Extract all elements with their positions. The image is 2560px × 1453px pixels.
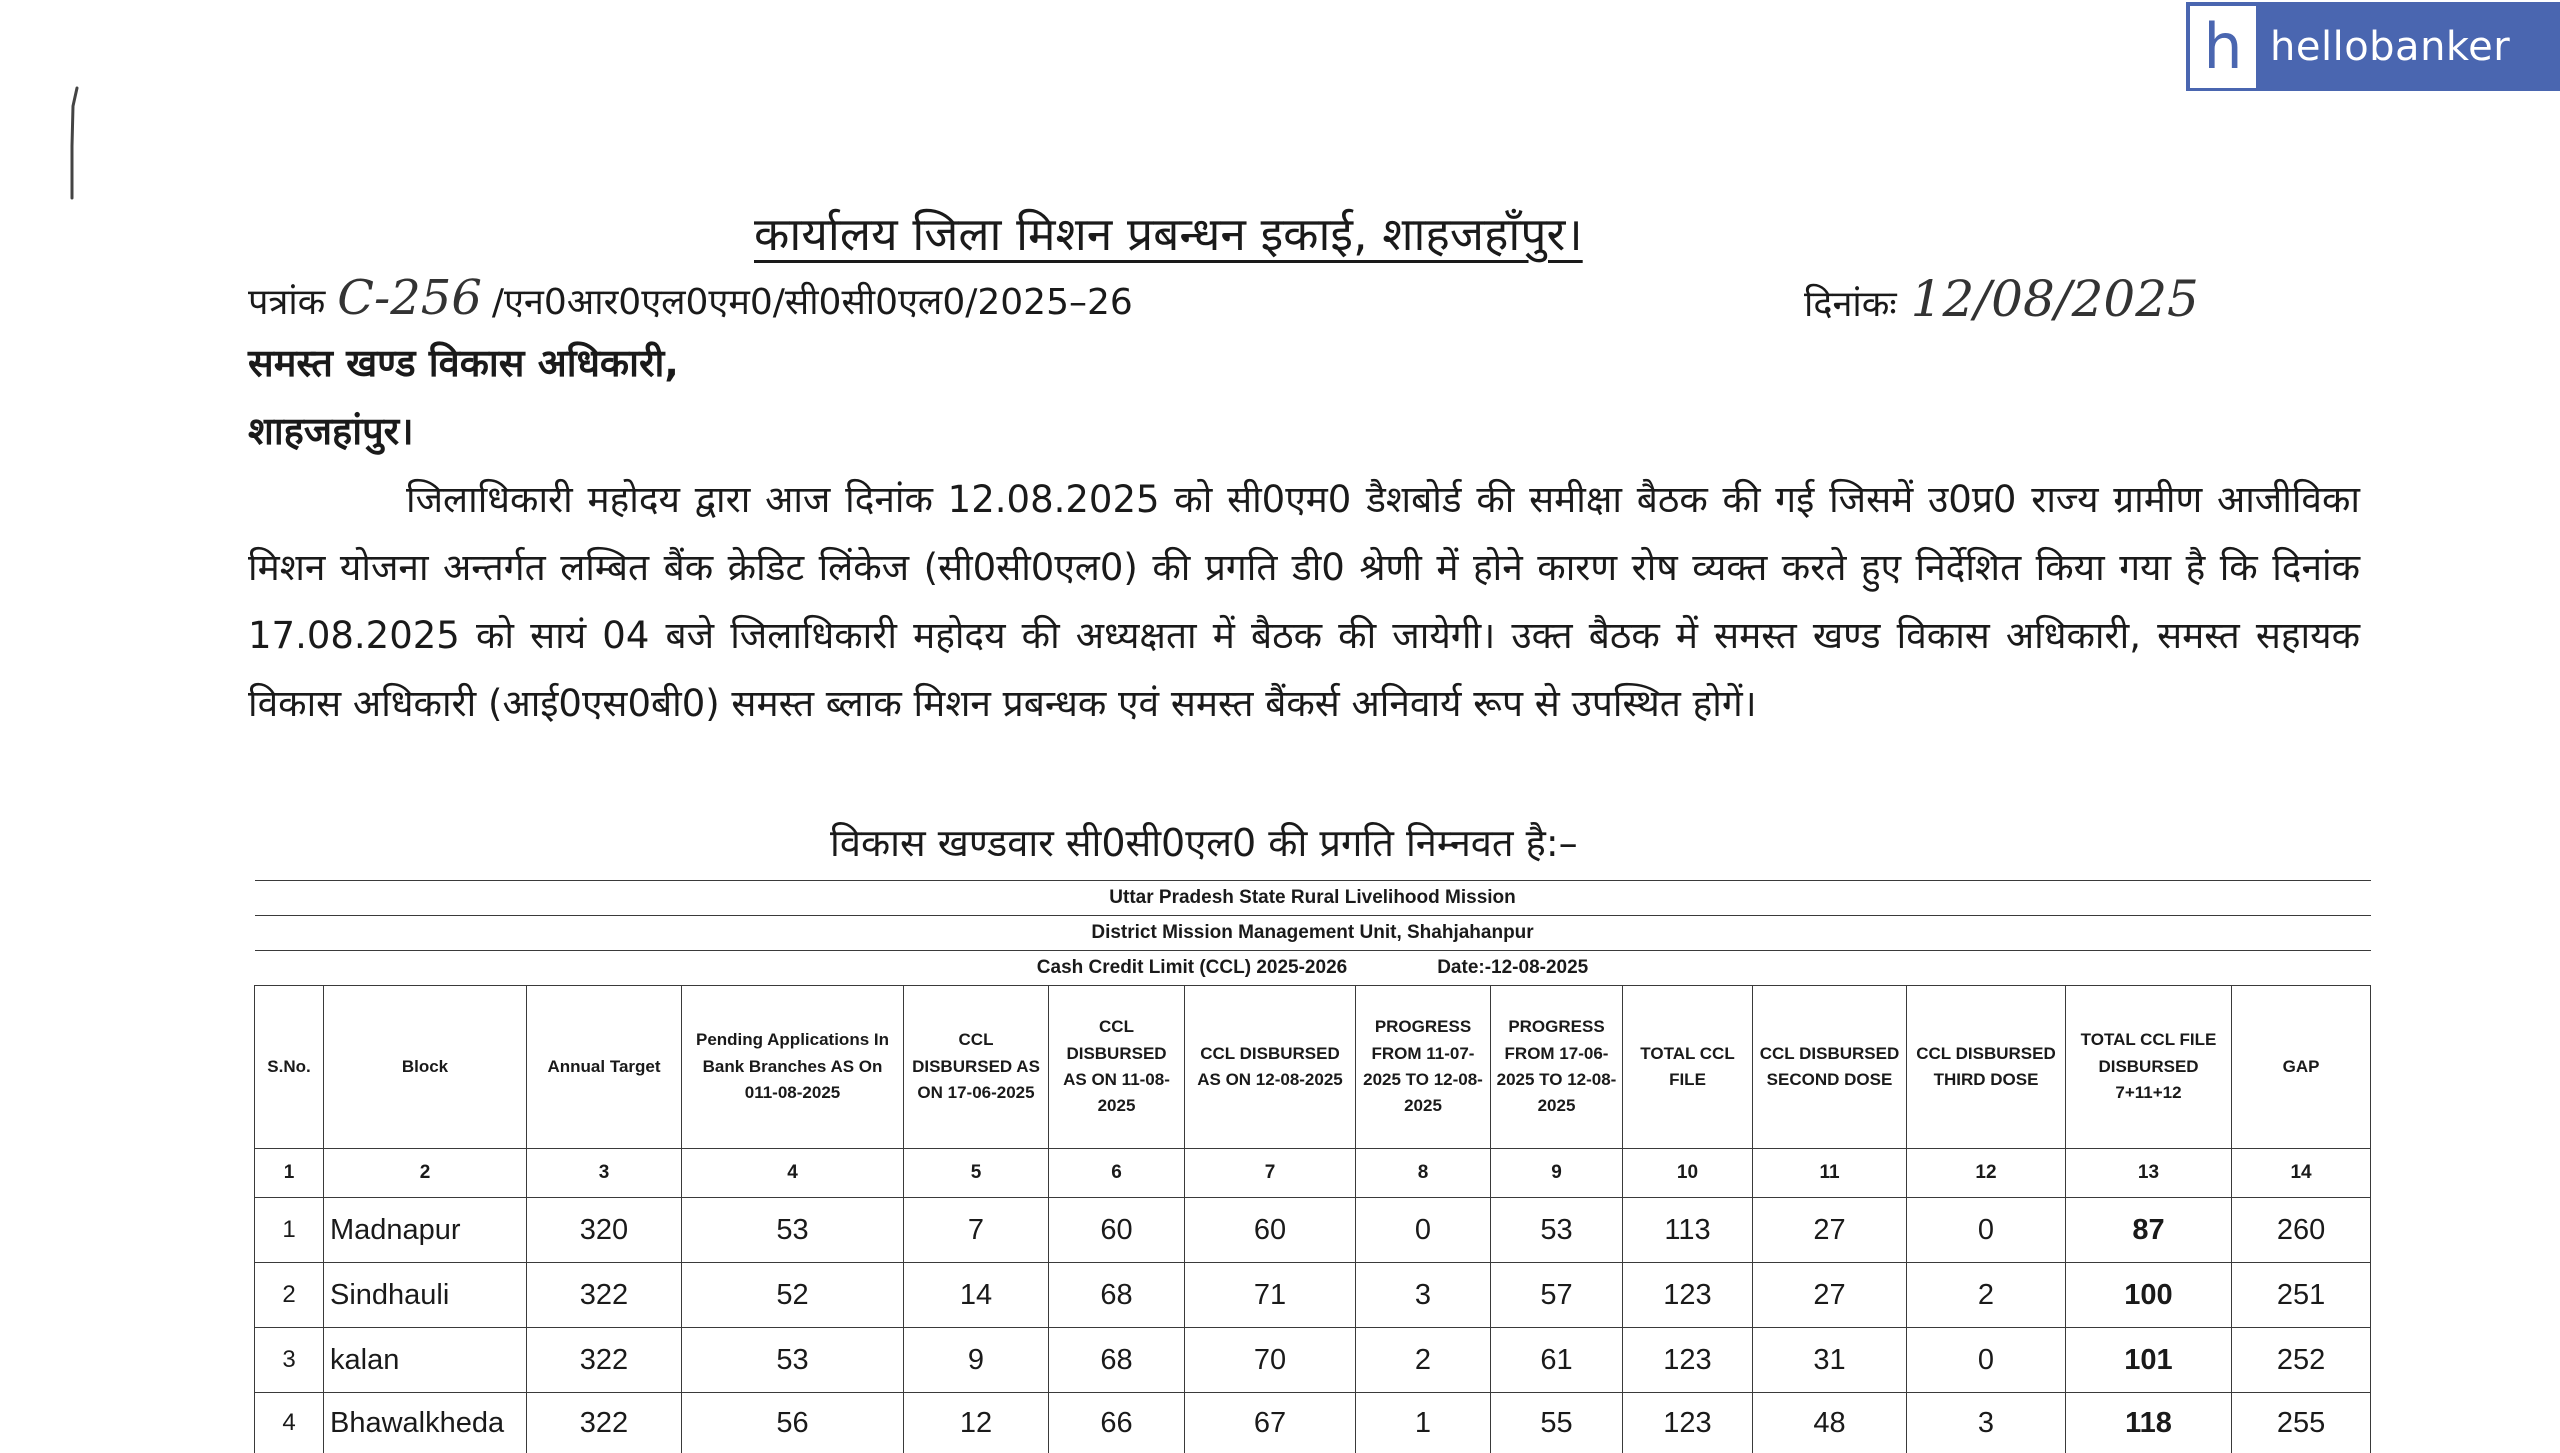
hellobanker-logo[interactable]: [2186, 2, 2560, 91]
cell-total-disbursed: 100: [2066, 1263, 2232, 1328]
cell-ccl-12-08: 67: [1185, 1393, 1356, 1453]
ref-suffix: /एन0आर0एल0एम0/सी0सी0एल0/2025–26: [492, 282, 1133, 323]
date-label: दिनांकः: [1804, 284, 1897, 325]
col-number: 3: [527, 1149, 682, 1198]
cell-sno: 2: [255, 1263, 324, 1328]
header-total-disbursed: TOTAL CCL FILE DISBURSED 7+11+12: [2066, 986, 2232, 1149]
header-ccl-12-08: CCL DISBURSED AS ON 12-08-2025: [1185, 986, 1356, 1149]
cell-block: Bhawalkheda: [324, 1393, 527, 1453]
col-number: 4: [682, 1149, 904, 1198]
cell-ccl-12-08: 70: [1185, 1328, 1356, 1393]
letter-date: [1804, 270, 2199, 328]
cell-pending: 52: [682, 1263, 904, 1328]
ccl-progress-table: [254, 880, 2371, 1453]
cell-block: Sindhauli: [324, 1263, 527, 1328]
header-block: Block: [324, 986, 527, 1149]
col-number: 9: [1491, 1149, 1623, 1198]
office-heading: कार्यालय जिला मिशन प्रबन्धन इकाई, शाहजहाँपुर।: [754, 202, 1583, 264]
header-progress-11-07: PROGRESS FROM 11-07-2025 TO 12-08-2025: [1356, 986, 1491, 1149]
cell-gap: 255: [2232, 1393, 2371, 1453]
header-sno: S.No.: [255, 986, 324, 1149]
col-number: 7: [1185, 1149, 1356, 1198]
cell-pending: 56: [682, 1393, 904, 1453]
ref-label: पत्रांक: [248, 282, 325, 323]
cell-progress-17-06: 53: [1491, 1198, 1623, 1263]
cell-third-dose: 2: [1907, 1263, 2066, 1328]
date-handwritten: 12/08/2025: [1911, 270, 2199, 328]
cell-ccl-17-06: 14: [904, 1263, 1049, 1328]
cell-second-dose: 48: [1753, 1393, 1907, 1453]
cell-total-disbursed: 118: [2066, 1393, 2232, 1453]
letter-body: जिलाधिकारी महोदय द्वारा आज दिनांक 12.08.2025 को सी0एम0 डैशबोर्ड की समीक्षा बैठक की गई जिसमें उ0प्र0 राज्य ग्रामीण आजीविका मिशन योजना अन्तर्गत लम्बित बैंक क्रेडिट लिंकेज (सी0सी0एल0) की प्रगति डी0 श्रेणी में होने कारण रोष व्यक्त करते हुए निर्देशित किया गया है कि दिनांक 17.08.2025 को सायं 04 बजे जिलाधिकारी महोदय की अध्यक्षता में बैठक की जायेगी। उक्त बैठक में समस्त खण्ड विकास अधिकारी, समस्त सहायक विकास अधिकारी (आई0एस0बी0) समस्त ब्लाक मिशन प्रबन्धक एवं समस्त बैंकर्स अनिवार्य रूप से उपस्थित होगें।: [248, 466, 2360, 738]
logo-wordmark: hellobanker: [2270, 24, 2510, 70]
col-number: 2: [324, 1149, 527, 1198]
table-title-mission: Uttar Pradesh State Rural Livelihood Mission: [255, 881, 2371, 916]
cell-progress-11-07: 0: [1356, 1198, 1491, 1263]
cell-progress-17-06: 55: [1491, 1393, 1623, 1453]
ref-handwritten: C-256: [337, 270, 482, 326]
cell-annual-target: 322: [527, 1393, 682, 1453]
header-ccl-11-08: CCL DISBURSED AS ON 11-08-2025: [1049, 986, 1185, 1149]
cell-total-ccl-file: 123: [1623, 1263, 1753, 1328]
col-number: 11: [1753, 1149, 1907, 1198]
col-number: 6: [1049, 1149, 1185, 1198]
table-row: [255, 1263, 2371, 1328]
pen-margin-mark: [68, 86, 80, 202]
cell-progress-17-06: 61: [1491, 1328, 1623, 1393]
col-number: 14: [2232, 1149, 2371, 1198]
cell-second-dose: 27: [1753, 1198, 1907, 1263]
table-intro: विकास खण्डवार सी0सी0एल0 की प्रगति निम्नवत है:–: [830, 816, 1578, 868]
cell-annual-target: 320: [527, 1198, 682, 1263]
header-second-dose: CCL DISBURSED SECOND DOSE: [1753, 986, 1907, 1149]
cell-gap: 252: [2232, 1328, 2371, 1393]
table-title-unit: District Mission Management Unit, Shahjahanpur: [255, 916, 2371, 951]
cell-third-dose: 0: [1907, 1328, 2066, 1393]
table-title-date: Date:-12-08-2025: [1437, 957, 1588, 978]
header-total-ccl-file: TOTAL CCL FILE: [1623, 986, 1753, 1149]
table-title-ccl: [255, 951, 2371, 986]
col-number: 10: [1623, 1149, 1753, 1198]
cell-gap: 251: [2232, 1263, 2371, 1328]
col-number: 1: [255, 1149, 324, 1198]
cell-pending: 53: [682, 1328, 904, 1393]
cell-sno: 4: [255, 1393, 324, 1453]
header-gap: GAP: [2232, 986, 2371, 1149]
cell-total-ccl-file: 123: [1623, 1393, 1753, 1453]
header-annual-target: Annual Target: [527, 986, 682, 1149]
cell-ccl-17-06: 12: [904, 1393, 1049, 1453]
cell-sno: 3: [255, 1328, 324, 1393]
logo-h-icon: h: [2190, 6, 2256, 88]
cell-annual-target: 322: [527, 1263, 682, 1328]
cell-ccl-12-08: 71: [1185, 1263, 1356, 1328]
cell-ccl-12-08: 60: [1185, 1198, 1356, 1263]
col-number: 8: [1356, 1149, 1491, 1198]
cell-ccl-11-08: 60: [1049, 1198, 1185, 1263]
cell-total-disbursed: 87: [2066, 1198, 2232, 1263]
cell-sno: 1: [255, 1198, 324, 1263]
cell-total-ccl-file: 113: [1623, 1198, 1753, 1263]
header-progress-17-06: PROGRESS FROM 17-06-2025 TO 12-08-2025: [1491, 986, 1623, 1149]
col-number: 5: [904, 1149, 1049, 1198]
cell-progress-11-07: 2: [1356, 1328, 1491, 1393]
cell-progress-17-06: 57: [1491, 1263, 1623, 1328]
cell-second-dose: 31: [1753, 1328, 1907, 1393]
cell-ccl-17-06: 7: [904, 1198, 1049, 1263]
col-number: 13: [2066, 1149, 2232, 1198]
cell-progress-11-07: 3: [1356, 1263, 1491, 1328]
cell-third-dose: 0: [1907, 1198, 2066, 1263]
addressee-line-1: समस्त खण्ड विकास अधिकारी,: [248, 336, 679, 388]
table-row: [255, 1328, 2371, 1393]
header-pending-applications: Pending Applications In Bank Branches AS On 011-08-2025: [682, 986, 904, 1149]
cell-third-dose: 3: [1907, 1393, 2066, 1453]
col-number: 12: [1907, 1149, 2066, 1198]
cell-ccl-11-08: 66: [1049, 1393, 1185, 1453]
cell-gap: 260: [2232, 1198, 2371, 1263]
cell-ccl-11-08: 68: [1049, 1328, 1185, 1393]
cell-progress-11-07: 1: [1356, 1393, 1491, 1453]
cell-pending: 53: [682, 1198, 904, 1263]
cell-total-ccl-file: 123: [1623, 1328, 1753, 1393]
cell-block: kalan: [324, 1328, 527, 1393]
cell-ccl-17-06: 9: [904, 1328, 1049, 1393]
cell-total-disbursed: 101: [2066, 1328, 2232, 1393]
header-third-dose: CCL DISBURSED THIRD DOSE: [1907, 986, 2066, 1149]
cell-block: Madnapur: [324, 1198, 527, 1263]
reference-number: [248, 270, 1133, 326]
header-ccl-17-06: CCL DISBURSED AS ON 17-06-2025: [904, 986, 1049, 1149]
table-title-ccl-year: Cash Credit Limit (CCL) 2025-2026: [1037, 957, 1347, 978]
table-row: [255, 1198, 2371, 1263]
table-row: [255, 1393, 2371, 1453]
cell-ccl-11-08: 68: [1049, 1263, 1185, 1328]
addressee-line-2: शाहजहांपुर।: [248, 404, 414, 456]
cell-second-dose: 27: [1753, 1263, 1907, 1328]
cell-annual-target: 322: [527, 1328, 682, 1393]
